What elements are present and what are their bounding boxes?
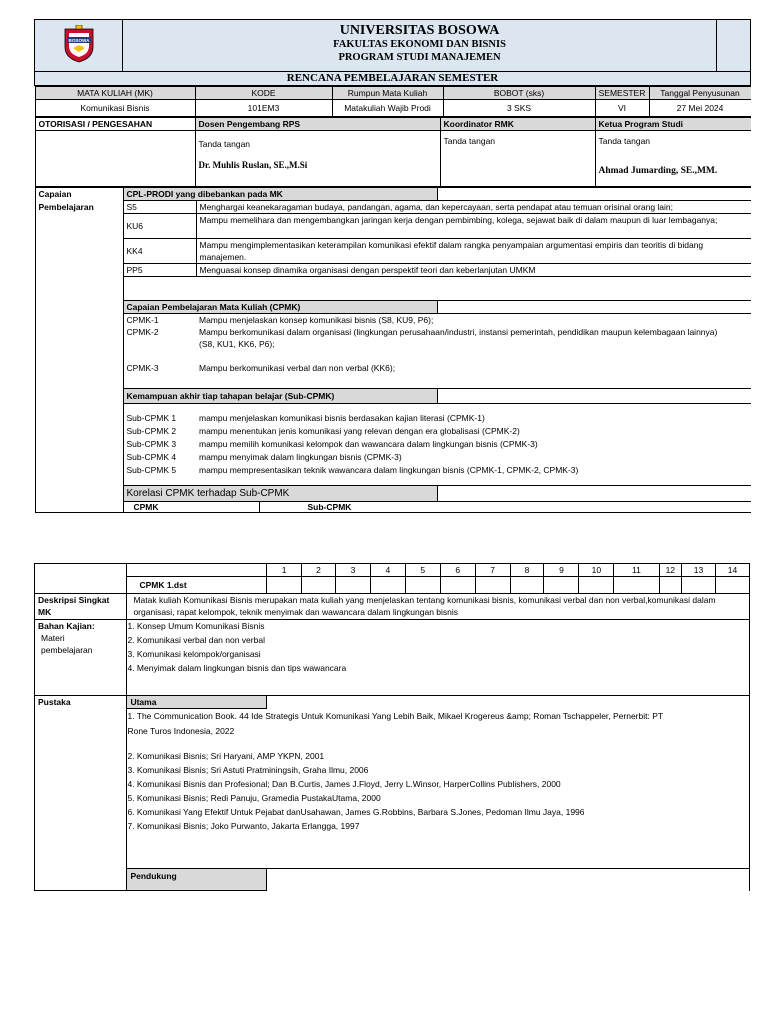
cpmk-title: Capaian Pembelajaran Mata Kuliah (CPMK) — [123, 301, 437, 314]
bahan-sub-1: Materi — [41, 633, 65, 643]
utama-label-cell — [127, 696, 267, 709]
logo-cell — [35, 20, 123, 72]
cpl-code-pp5: PP5 — [123, 264, 196, 277]
cpmk-text-2: Mampu berkomunikasi dalam organisasi (lingkungan perusahaan/industri, instansi pemerintah, pendidikan maupun kelembagaan lainnya) — [199, 327, 718, 337]
utama-label: Utama — [130, 697, 157, 707]
university-logo — [63, 25, 95, 63]
subcpmk-code-4: Sub-CPMK 4 — [123, 451, 196, 464]
head-sign-label: Tanda tangan — [598, 136, 651, 146]
korelasi-title: Korelasi CPMK terhadap Sub-CPMK — [123, 485, 437, 501]
bahan-item-4: 4. Menyimak dalam lingkungan bisnis dan tips wawancara — [127, 663, 347, 673]
cpl-text-ku6: Mampu memelihara dan mengembangkan jaringan kerja dengan pembimbing, kolega, sejawat baik di dalam maupun di luar lembaganya; — [196, 214, 751, 239]
pustaka-label: Pustaka — [35, 696, 127, 709]
authorization-label: OTORISASI / PENGESAHAN — [35, 118, 195, 131]
subcpmk-text-4: mampu menyimak dalam lingkungan bisnis (CPMK-3) — [196, 451, 751, 464]
head-sign-cell — [595, 131, 751, 187]
week-11: 11 — [614, 564, 659, 577]
course-code: 101EM3 — [195, 100, 332, 117]
developer-label: Dosen Pengembang RPS — [195, 118, 440, 131]
subcpmk-code-2: Sub-CPMK 2 — [123, 425, 196, 438]
bahan-sub-2: pembelajaran — [41, 645, 93, 655]
week-9: 9 — [544, 564, 579, 577]
course-info-table — [35, 86, 751, 117]
coordinator-sign-label: Tanda tangan — [443, 136, 496, 146]
week-1: 1 — [267, 564, 302, 577]
cpl-code-s5: S5 — [123, 201, 196, 214]
deskripsi-label: Deskripsi Singkat MK — [35, 594, 127, 620]
cpl-side-label — [35, 188, 123, 201]
week-8: 8 — [510, 564, 544, 577]
cpl-side-label-2: Pembelajaran — [38, 201, 94, 212]
faculty-name: FAKULTAS EKONOMI DAN BISNIS — [333, 39, 506, 50]
bahan-item-3: 3. Komunikasi kelompok/organisasi — [127, 649, 261, 659]
authorization-empty — [35, 131, 195, 187]
pustaka-item-6: 6. Komunikasi Yang Efektif Untuk Pejabat danUsahawan, James G.Robbins, Barbara S.Jones, Pedoman Ilmu Jaya, 1996 — [127, 807, 585, 817]
pustaka-item-1a: 1. The Communication Book. 44 Ide Strategis Untuk Komunikasi Yang Lebih Baik, Mikael Krogereus &amp; Roman Tschappeler, Pernerbit: PT — [127, 711, 664, 721]
course-header-semester: SEMESTER — [595, 87, 649, 100]
week-6: 6 — [440, 564, 475, 577]
bahan-item-2: 2. Komunikasi verbal dan non verbal — [127, 635, 265, 645]
cpmk-text-2-cell — [196, 326, 751, 362]
university-header — [123, 20, 717, 72]
course-header-tanggal: Tanggal Penyusunan — [649, 87, 751, 100]
subcpmk-code-3: Sub-CPMK 3 — [123, 438, 196, 451]
subcpmk-code-5: Sub-CPMK 5 — [123, 464, 196, 477]
course-name: Komunikasi Bisnis — [35, 100, 195, 117]
week-13: 13 — [682, 564, 716, 577]
cpl-side-label-2-cell — [35, 201, 123, 214]
cpmk-text-2-extra: (S8, KU1, KK6, P6); — [199, 339, 275, 349]
week-12: 12 — [659, 564, 682, 577]
course-semester: VI — [595, 100, 649, 117]
pustaka-item-5: 5. Komunikasi Bisnis; Redi Panuju, Gramedia PustakaUtama, 2000 — [127, 793, 381, 803]
head-label: Ketua Program Studi — [595, 118, 751, 131]
cpl-text-pp5: Menguasai konsep dinamika organisasi dengan perspektif teori dan keberlanjutan UMKM — [196, 264, 751, 277]
subcpmk-code-1: Sub-CPMK 1 — [123, 412, 196, 425]
logo-text: BOSOWA — [68, 38, 89, 43]
pustaka-list — [127, 709, 750, 869]
week-7: 7 — [475, 564, 510, 577]
course-rumpun: Matakuliah Wajib Prodi — [332, 100, 443, 117]
learning-outcomes-table — [35, 187, 751, 513]
rps-continuation-table — [34, 563, 750, 891]
cpmk-code-1: CPMK-1 — [123, 314, 196, 327]
week-14: 14 — [715, 564, 749, 577]
university-name: UNIVERSITAS BOSOWA — [339, 23, 500, 38]
developer-sign-label: Tanda tangan — [198, 139, 251, 149]
pustaka-item-7: 7. Komunikasi Bisnis; Joko Purwanto, Jakarta Erlangga, 1997 — [127, 821, 360, 831]
cpl-side-label-1: Capaian — [38, 189, 72, 199]
doc-title: RENCANA PEMBELAJARAN SEMESTER — [35, 72, 751, 86]
developer-name: Dr. Muhlis Ruslan, SE.,M.Si — [198, 160, 308, 170]
week-4: 4 — [370, 564, 405, 577]
week-3: 3 — [335, 564, 370, 577]
header-empty-cell — [717, 20, 751, 72]
subcpmk-text-5: mampu mempresentasikan teknik wawancara dalam lingkungan bisnis (CPMK-1, CPMK-2, CPMK-3) — [196, 464, 751, 477]
course-header-mk: MATA KULIAH (MK) — [35, 87, 195, 100]
cpmk-text-1: Mampu menjelaskan konsep komunikasi bisnis (S8, KU9, P6); — [196, 314, 751, 327]
bahan-list — [127, 620, 750, 696]
cpl-code-ku6: KU6 — [123, 214, 196, 239]
program-name: PROGRAM STUDI MANAJEMEN — [338, 52, 501, 63]
subcpmk-text-3: mampu memilih komunikasi kelompok dan wawancara dalam lingkungan bisnis (CPMK-3) — [196, 438, 751, 451]
korelasi-cpmk-header: CPMK — [123, 501, 259, 512]
deskripsi-text: Matak kuliah Komunikasi Bisnis merupakan mata kuliah yang menjelaskan tentang komunikasi bisnis, komunikasi verbal dan non verbal,komunikasi dalam organisasi, rapat kelompok, teknik menyimak dan wawancara dalam lingkungan bisnis — [127, 594, 750, 620]
bahan-label-cell — [35, 620, 127, 696]
cpmk-row-label: CPMK 1.dst — [127, 577, 267, 594]
pustaka-item-2: 2. Komunikasi Bisnis; Sri Haryani, AMP YKPN, 2001 — [127, 751, 325, 761]
week-10: 10 — [579, 564, 614, 577]
korelasi-subcpmk-header: Sub-CPMK — [259, 501, 751, 512]
subcpmk-title: Kemampuan akhir tiap tahapan belajar (Sub-CPMK) — [123, 388, 437, 403]
cpmk-code-3: CPMK-3 — [123, 362, 196, 374]
subcpmk-text-1: mampu menjelaskan komunikasi bisnis berdasakan kajian literasi (CPMK-1) — [196, 412, 751, 425]
course-header-bobot: BOBOT (sks) — [443, 87, 595, 100]
subcpmk-text-2: mampu menentukan jenis komunikasi yang relevan dengan era globalisasi (CPMK-2) — [196, 425, 751, 438]
cpl-text-kk4: Mampu mengimplementasikan keterampilan komunikasi efektif dalam rangka penyampaian argumentasi empiris dan teoritis di bidang manajemen. — [196, 239, 751, 264]
bahan-label: Bahan Kajian: — [38, 621, 95, 631]
developer-sign-cell — [195, 131, 440, 187]
week-2: 2 — [302, 564, 336, 577]
coordinator-sign-cell — [440, 131, 595, 187]
course-header-rumpun: Rumpun Mata Kuliah — [332, 87, 443, 100]
head-name: Ahmad Jumarding, SE.,MM. — [598, 166, 718, 176]
authorization-table — [35, 117, 751, 187]
course-date: 27 Mei 2024 — [649, 100, 751, 117]
cpl-code-kk4: KK4 — [123, 239, 196, 264]
week-5: 5 — [405, 564, 440, 577]
pustaka-item-4: 4. Komunikasi Bisnis dan Profesional; Dan B.Curtis, James J.Floyd, Jerry L.Winsor, HarperCollins Publishers, 2000 — [127, 779, 561, 789]
pustaka-item-3: 3. Komunikasi Bisnis; Sri Astuti Pratminingsih, Graha Ilmu, 2006 — [127, 765, 369, 775]
cpmk-code-2: CPMK-2 — [123, 326, 196, 362]
bahan-item-1: 1. Konsep Umum Komunikasi Bisnis — [127, 621, 265, 631]
rps-main-table — [34, 19, 751, 513]
cpmk-text-3: Mampu berkomunikasi verbal dan non verbal (KK6); — [196, 362, 751, 374]
cpl-title: CPL-PRODI yang dibebankan pada MK — [123, 188, 437, 201]
pendukung-label: Pendukung — [127, 869, 267, 891]
pustaka-item-1b: Rone Turos Indonesia, 2022 — [127, 726, 235, 736]
course-bobot: 3 SKS — [443, 100, 595, 117]
coordinator-label: Koordinator RMK — [440, 118, 595, 131]
course-header-kode: KODE — [195, 87, 332, 100]
cpl-text-s5: Menghargai keanekaragaman budaya, pandangan, agama, dan kepercayaan, serta pendapat atau temuan orisinal orang lain; — [196, 201, 751, 214]
